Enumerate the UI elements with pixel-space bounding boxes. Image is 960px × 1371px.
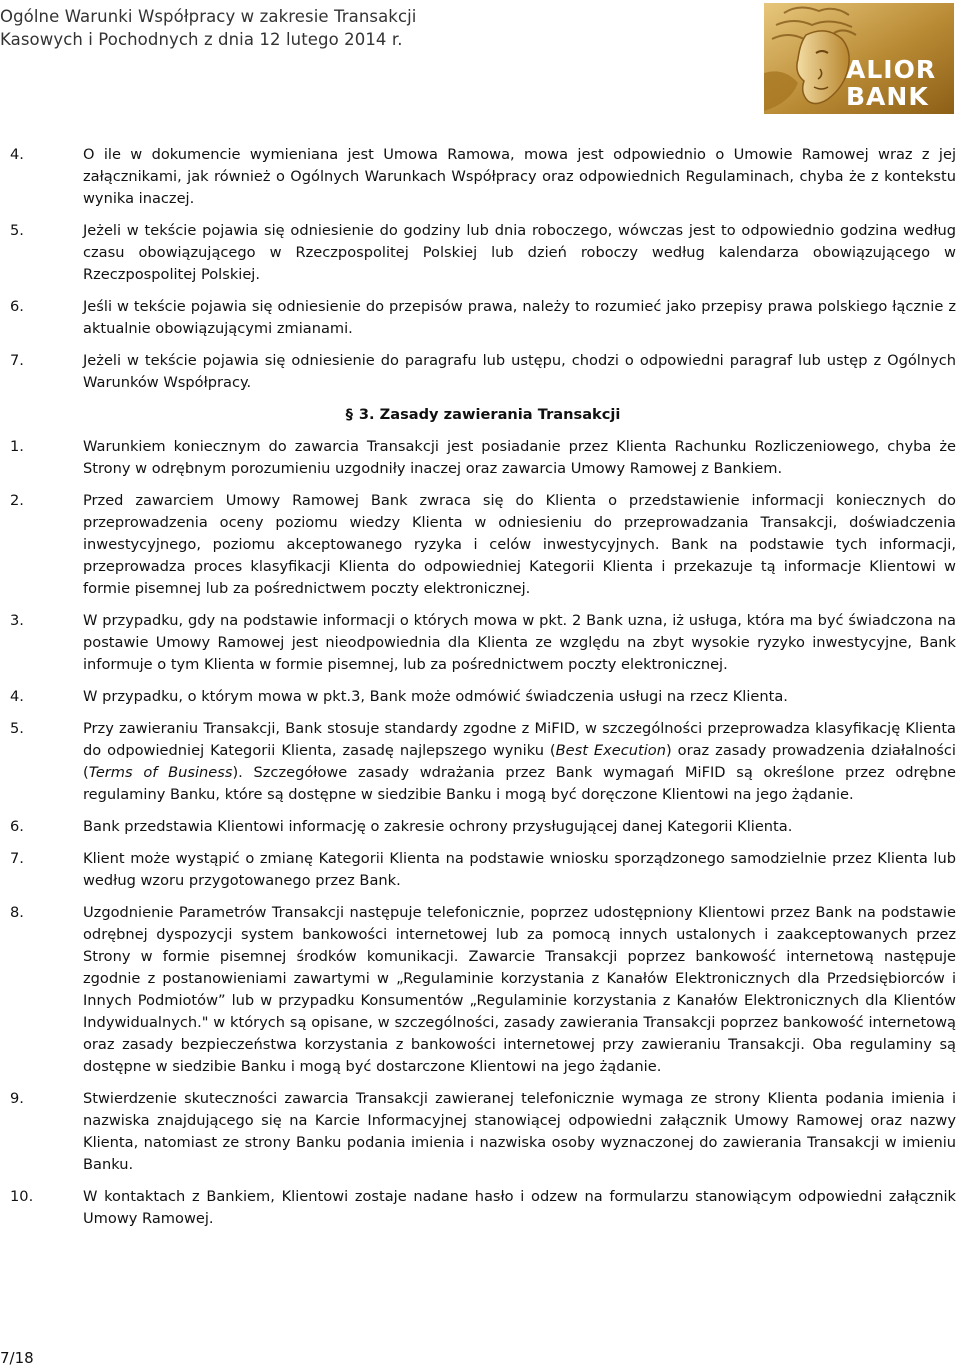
item-text-part: Przy zawieraniu Transakcji, Bank stosuje standardy zgodne z MiFID, w szczególności przeprowadza klasyfikację Klienta do odpowiedniej Kategorii Klienta, zasadę najlepszego wyniku (	[83, 720, 956, 759]
item-number: 5.	[10, 720, 24, 737]
paragraph-symbol: §	[345, 406, 353, 423]
list-item	[10, 144, 956, 210]
item-number: 6.	[10, 298, 24, 315]
list-item	[10, 610, 956, 676]
alior-bank-logo	[764, 3, 954, 114]
item-number: 3.	[10, 612, 24, 629]
logo-text-bank: BANK	[846, 82, 929, 111]
list-item	[10, 296, 956, 340]
item-text: Bank przedstawia Klientowi informację o zakresie ochrony przysługującej danej Kategorii Klienta.	[83, 818, 793, 835]
item-number: 2.	[10, 492, 24, 509]
item-text: Warunkiem koniecznym do zawarcia Transakcji jest posiadanie przez Klienta Rachunku Rozliczeniowego, chyba że Strony w odrębnym porozumieniu uzgodniły inaczej oraz zawarcia Umowy Ramowej z Bankiem.	[83, 438, 956, 477]
item-text-italic: Terms of Business	[88, 764, 233, 781]
item-text: Jeśli w tekście pojawia się odniesienie do przepisów prawa, należy to rozumieć jako przepisy prawa polskiego łącznie z aktualnie obowiązującymi zmianami.	[83, 298, 956, 337]
item-text-part: ). Szczegółowe zasady wdrażania przez Bank wymagań MiFID są określone przez odrębne regulaminy Banku, które są dostępne w siedzibie Banku i mogą być doręczone Klientowi na jego żądanie.	[83, 764, 956, 803]
document-header-title	[0, 5, 417, 51]
header-title-line-1: Ogólne Warunki Współpracy w zakresie Transakcji	[0, 7, 417, 26]
item-text: Stwierdzenie skuteczności zawarcia Transakcji zawieranej telefonicznie wymaga ze strony Klienta podania imienia i nazwiska znajdującego się na Karcie Informacyjnej stanowiącej odpowiedni załącznik Umowy Ramowej oraz nazwy Klienta, natomiast ze strony Banku podania imienia i nazwiska osoby wyznaczonej do zawierania Transakcji w imieniu Banku.	[83, 1090, 956, 1173]
list-item	[10, 220, 956, 286]
section-heading	[10, 404, 956, 426]
list-item	[10, 718, 956, 806]
item-text: W kontaktach z Bankiem, Klientowi zostaje nadane hasło i odzew na formularzu stanowiącym odpowiedni załącznik Umowy Ramowej.	[83, 1188, 956, 1227]
item-text: W przypadku, gdy na podstawie informacji o których mowa w pkt. 2 Bank uzna, iż usługa, która ma być świadczona na postawie Umowy Ramowej jest nieodpowiednia dla Klienta ze względu na zbyt wysokie ryzyko inwestycyjne, Bank informuje o tym Klienta w formie pisemnej, lub za pośrednictwem poczty elektronicznej.	[83, 612, 956, 673]
list-item	[10, 816, 956, 838]
item-number: 4.	[10, 688, 24, 705]
item-text-part: ) oraz zasady prowadzenia działalności (	[83, 742, 956, 781]
item-number: 10.	[10, 1188, 34, 1205]
list-item	[10, 1088, 956, 1176]
item-text: Klient może wystąpić o zmianę Kategorii Klienta na podstawie wniosku sporządzonego samodzielnie przez Klienta lub według wzoru przygotowanego przez Bank.	[83, 850, 956, 889]
item-text: W przypadku, o którym mowa w pkt.3, Bank może odmówić świadczenia usługi na rzecz Klienta.	[83, 688, 788, 705]
item-number: 9.	[10, 1090, 24, 1107]
item-text: Przed zawarciem Umowy Ramowej Bank zwraca się do Klienta o przedstawienie informacji koniecznych do przeprowadzenia oceny poziomu wiedzy Klienta w odniesieniu do przeprowadzania Transakcji, doświadczenia inwestycyjnego, poziomu akceptowanego ryzyka i celów inwestycyjnych. Bank na podstawie tych informacji, przeprowadza proces klasyfikacji Klienta do odpowiedniej Kategorii Klienta i przekazuje tą informacje Klientowi w formie pisemnej lub za pośrednictwem poczty elektronicznej.	[83, 492, 956, 597]
item-text: Jeżeli w tekście pojawia się odniesienie do godziny lub dnia roboczego, wówczas jest to odpowiednio godzina według czasu obowiązującego w Rzeczpospolitej Polskiej lub dzień roboczy według kalendarza obowiązującego w Rzeczpospolitej Polskiej.	[83, 222, 956, 283]
list-item	[10, 848, 956, 892]
list-item	[10, 350, 956, 394]
logo-text-alior: ALIOR	[846, 55, 937, 84]
item-number: 7.	[10, 352, 24, 369]
section-heading-text: 3. Zasady zawierania Transakcji	[358, 406, 621, 423]
item-text: Jeżeli w tekście pojawia się odniesienie do paragrafu lub ustępu, chodzi o odpowiedni paragraf lub ustęp z Ogólnych Warunków Współpracy.	[83, 352, 956, 391]
item-number: 6.	[10, 818, 24, 835]
header-title-line-2: Kasowych i Pochodnych z dnia 12 lutego 2014 r.	[0, 30, 403, 49]
item-number: 8.	[10, 904, 24, 921]
item-number: 7.	[10, 850, 24, 867]
item-text: Uzgodnienie Parametrów Transakcji następuje telefonicznie, poprzez udostępniony Klientowi przez Bank na podstawie odrębnej dyspozycji system bankowości internetowej lub za pomocą innych ustalonych i zaakceptowanych przez Strony w formie pisemnej środków komunikacji. Zawarcie Transakcji poprzez bankowość internetową następuje zgodnie z postanowieniami zawartymi w „Regulaminie korzystania z Kanałów Elektronicznych dla Przedsiębiorców i Innych Podmiotów” lub w przypadku Konsumentów „Regulaminie korzystania z Kanałów Elektronicznych dla Klientów Indywidualnych." w których są opisane, w szczególności, zasady zawierania Transakcji poprzez bankowość internetową oraz zasady bezpieczeństwa korzystania z bankowości internetowej przy zawieraniu Transakcji. Oba regulaminy są dostępne w siedzibie Banku i mogą być dostarczone Klientowi na jego żądanie.	[83, 904, 956, 1075]
list-item	[10, 436, 956, 480]
item-text: O ile w dokumencie wymieniana jest Umowa Ramowa, mowa jest odpowiednio o Umowie Ramowej wraz z jej załącznikami, jak również o Ogólnych Warunkach Współpracy oraz odpowiednich Regulaminach, chyba że z kontekstu wynika inaczej.	[83, 146, 956, 207]
list-item	[10, 490, 956, 600]
item-number: 1.	[10, 438, 24, 455]
list-item	[10, 686, 956, 708]
list-item	[10, 1186, 956, 1230]
document-body	[10, 144, 956, 1240]
page-number: 7/18	[0, 1349, 34, 1367]
list-item	[10, 902, 956, 1078]
item-text-italic: Best Execution	[555, 742, 666, 759]
item-number: 4.	[10, 146, 24, 163]
item-number: 5.	[10, 222, 24, 239]
